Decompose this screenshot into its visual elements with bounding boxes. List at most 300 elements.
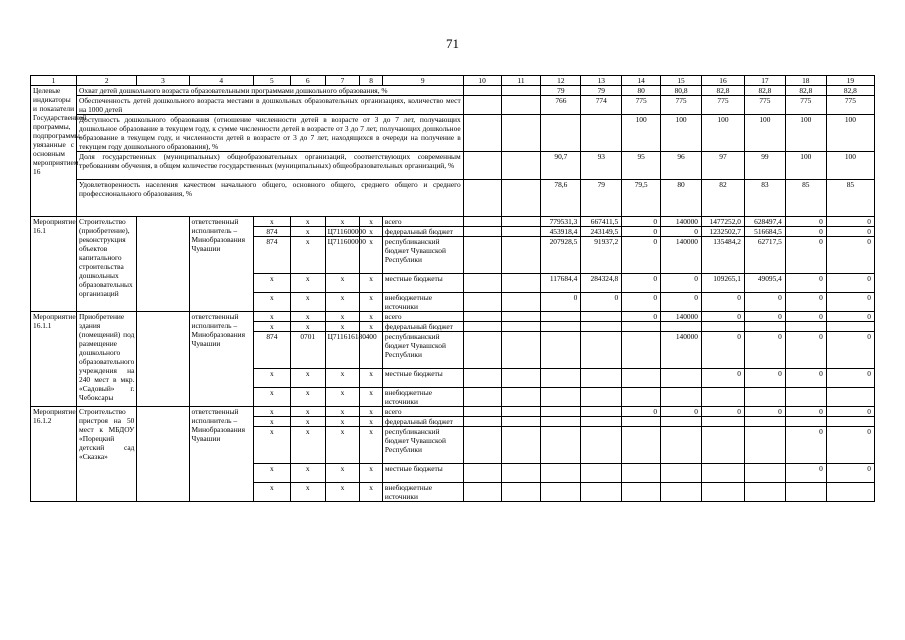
- measure-row: [31, 217, 875, 227]
- indicator-value: 766: [541, 96, 581, 115]
- funding-value: [744, 464, 785, 483]
- column-number: 6: [290, 76, 325, 86]
- funding-value: 0: [744, 369, 785, 388]
- program-table: [30, 75, 875, 502]
- empty-cell: [463, 293, 501, 312]
- funding-value: 117684,4: [541, 274, 581, 293]
- indicator-name: Доступность дошкольного образования (отношение численности детей в возрасте от 3 до 7 лет, получающих дошкольное образование в текущем году, к сумме численности детей в возрасте от 3 до 7 лет, получающих дошкольное образование в текущем году, и численности детей в возрасте от 3 до 7 лет, находящихся в очереди на получение в текущем году дошкольного образования), %: [77, 115, 464, 152]
- empty-cell: [501, 115, 541, 152]
- funding-value: [785, 483, 826, 502]
- indicator-value: 100: [826, 115, 874, 152]
- funding-value: 0: [785, 217, 826, 227]
- expense-type-code: x: [360, 274, 383, 293]
- indicator-name: Обеспеченность детей дошкольного возраста местами в дошкольных образовательных организациях, количество мест на 1000 детей: [77, 96, 464, 115]
- indicator-value: 100: [661, 115, 702, 152]
- funding-value: [744, 427, 785, 464]
- funding-value: 0: [826, 464, 874, 483]
- indicator-row: [31, 96, 875, 115]
- funding-value: 0: [744, 312, 785, 322]
- funding-value: 62717,5: [744, 237, 785, 274]
- funding-value: [622, 388, 661, 407]
- funding-value: 0: [785, 332, 826, 369]
- indicator-value: 79: [581, 86, 622, 96]
- expense-type-code: x: [360, 464, 383, 483]
- funding-value: [826, 388, 874, 407]
- funding-value: [622, 332, 661, 369]
- target-article-code: x: [325, 322, 360, 332]
- expense-type-code: x: [360, 312, 383, 322]
- measure-description: Строительство (приобретение), реконструкция объектов капитального строительства дошкольных образовательных организаций: [77, 217, 137, 312]
- funding-source: республиканский бюджет Чувашской Республики: [382, 237, 463, 274]
- funding-value: [541, 407, 581, 417]
- funding-value: 0: [622, 237, 661, 274]
- funding-source: внебюджетные источники: [382, 483, 463, 502]
- funding-value: [785, 388, 826, 407]
- funding-value: 0: [622, 293, 661, 312]
- expense-type-code: x: [360, 427, 383, 464]
- indicator-row: [31, 115, 875, 152]
- measure-row: [31, 312, 875, 322]
- column-number: 5: [253, 76, 290, 86]
- funding-value: [581, 417, 622, 427]
- funding-value: 0: [702, 293, 745, 312]
- funding-value: 0: [581, 293, 622, 312]
- indicator-name: Доля государственных (муниципальных) общеобразовательных организаций, соответствующих современным требованиям обучения, в общем количестве государственных (муниципальных) общеобразовательных организаций, %: [77, 152, 464, 180]
- funding-value: [581, 407, 622, 417]
- funding-value: 0: [785, 427, 826, 464]
- empty-cell: [463, 217, 501, 227]
- funding-value: 0: [785, 293, 826, 312]
- funding-source: федеральный бюджет: [382, 227, 463, 237]
- funding-value: 667411,5: [581, 217, 622, 227]
- funding-value: [661, 427, 702, 464]
- empty-cell: [501, 312, 541, 322]
- page-number: 71: [446, 36, 459, 51]
- section-code: x: [290, 322, 325, 332]
- indicator-value: 93: [581, 152, 622, 180]
- empty-cell: [463, 464, 501, 483]
- column-number: 4: [189, 76, 253, 86]
- indicator-value: 99: [744, 152, 785, 180]
- column-number: 3: [137, 76, 189, 86]
- column-number: 15: [661, 76, 702, 86]
- funding-value: [785, 322, 826, 332]
- section-code: x: [290, 464, 325, 483]
- expense-type-code: x: [360, 293, 383, 312]
- funding-value: 0: [622, 407, 661, 417]
- grbs-code: 874: [253, 237, 290, 274]
- empty-cell: [137, 407, 189, 502]
- section-code: 0701: [290, 332, 325, 369]
- funding-value: 0: [541, 293, 581, 312]
- indicator-value: 80: [622, 86, 661, 96]
- indicator-value: 79,5: [622, 180, 661, 217]
- indicator-value: 96: [661, 152, 702, 180]
- grbs-code: x: [253, 483, 290, 502]
- indicator-value: 82,8: [826, 86, 874, 96]
- funding-value: 0: [622, 227, 661, 237]
- section-code: x: [290, 483, 325, 502]
- funding-source: федеральный бюджет: [382, 417, 463, 427]
- funding-source: внебюджетные источники: [382, 293, 463, 312]
- funding-value: 0: [702, 332, 745, 369]
- column-number: 19: [826, 76, 874, 86]
- grbs-code: x: [253, 407, 290, 417]
- indicator-value: [581, 115, 622, 152]
- empty-cell: [501, 274, 541, 293]
- target-article-code: x: [325, 407, 360, 417]
- funding-value: [541, 322, 581, 332]
- funding-value: [622, 322, 661, 332]
- empty-cell: [501, 427, 541, 464]
- indicator-value: 82,8: [744, 86, 785, 96]
- funding-value: 135484,2: [702, 237, 745, 274]
- empty-cell: [501, 217, 541, 227]
- funding-source: внебюджетные источники: [382, 388, 463, 407]
- funding-value: 0: [826, 332, 874, 369]
- funding-source: местные бюджеты: [382, 369, 463, 388]
- funding-value: [622, 427, 661, 464]
- funding-value: [541, 417, 581, 427]
- funding-value: 0: [702, 312, 745, 322]
- funding-value: 516684,5: [744, 227, 785, 237]
- funding-value: 0: [622, 274, 661, 293]
- indicator-value: 100: [702, 115, 745, 152]
- empty-cell: [463, 427, 501, 464]
- empty-cell: [463, 388, 501, 407]
- target-article-code: x: [325, 388, 360, 407]
- expense-type-code: x: [360, 407, 383, 417]
- funding-source: федеральный бюджет: [382, 322, 463, 332]
- empty-cell: [501, 332, 541, 369]
- indicator-value: 78,6: [541, 180, 581, 217]
- funding-source: всего: [382, 217, 463, 227]
- measure-title: Мероприятие 16.1.2: [31, 407, 77, 502]
- measure-description: Строительство пристроя на 50 мест к МБДОУ «Порецкий детский сад «Сказка»: [77, 407, 137, 502]
- target-article-code: x: [325, 274, 360, 293]
- funding-value: 0: [702, 369, 745, 388]
- indicator-row: [31, 180, 875, 217]
- expense-type-code: x: [360, 237, 383, 274]
- empty-cell: [463, 180, 501, 217]
- measure-row: [31, 407, 875, 417]
- funding-value: [661, 322, 702, 332]
- column-number: 8: [360, 76, 383, 86]
- grbs-code: 874: [253, 332, 290, 369]
- target-article-code: Ц711616180: [325, 332, 360, 369]
- funding-value: 140000: [661, 332, 702, 369]
- column-number: 16: [702, 76, 745, 86]
- empty-cell: [463, 152, 501, 180]
- funding-source: всего: [382, 312, 463, 322]
- column-number: 2: [77, 76, 137, 86]
- empty-cell: [137, 312, 189, 407]
- column-number: 18: [785, 76, 826, 86]
- empty-cell: [501, 237, 541, 274]
- indicator-value: 775: [661, 96, 702, 115]
- indicator-value: 775: [622, 96, 661, 115]
- grbs-code: x: [253, 388, 290, 407]
- funding-value: 0: [785, 407, 826, 417]
- empty-cell: [501, 483, 541, 502]
- funding-value: [702, 483, 745, 502]
- section-code: x: [290, 417, 325, 427]
- funding-value: [622, 483, 661, 502]
- funding-value: 284324,8: [581, 274, 622, 293]
- funding-value: [661, 464, 702, 483]
- funding-value: 0: [826, 227, 874, 237]
- funding-value: 0: [826, 369, 874, 388]
- target-article-code: Ц711600000: [325, 227, 360, 237]
- expense-type-code: x: [360, 483, 383, 502]
- funding-value: [581, 332, 622, 369]
- expense-type-code: x: [360, 417, 383, 427]
- section-code: x: [290, 274, 325, 293]
- funding-value: 0: [661, 227, 702, 237]
- grbs-code: x: [253, 464, 290, 483]
- funding-value: [785, 417, 826, 427]
- section-code: x: [290, 407, 325, 417]
- expense-type-code: x: [360, 217, 383, 227]
- funding-value: [826, 322, 874, 332]
- funding-value: 0: [702, 407, 745, 417]
- indicator-name: Удовлетворенность населения качеством начального общего, основного общего, среднего общего и среднего профессионального образования, %: [77, 180, 464, 217]
- funding-value: 243149,5: [581, 227, 622, 237]
- funding-value: 0: [622, 312, 661, 322]
- empty-cell: [463, 86, 501, 96]
- expense-type-code: x: [360, 322, 383, 332]
- column-number: 13: [581, 76, 622, 86]
- indicator-value: 775: [744, 96, 785, 115]
- responsible-executor: ответственный исполнитель – Минобразования Чувашии: [189, 312, 253, 407]
- grbs-code: x: [253, 427, 290, 464]
- target-article-code: x: [325, 369, 360, 388]
- funding-value: [581, 388, 622, 407]
- section-code: x: [290, 293, 325, 312]
- empty-cell: [501, 322, 541, 332]
- funding-value: [661, 369, 702, 388]
- indicator-value: 100: [622, 115, 661, 152]
- column-number: 1: [31, 76, 77, 86]
- funding-source: республиканский бюджет Чувашской Республики: [382, 427, 463, 464]
- funding-value: [541, 483, 581, 502]
- funding-value: [744, 388, 785, 407]
- funding-value: [581, 312, 622, 322]
- indicator-value: 100: [785, 115, 826, 152]
- funding-value: [622, 417, 661, 427]
- funding-value: [744, 483, 785, 502]
- empty-cell: [463, 322, 501, 332]
- indicator-value: 95: [622, 152, 661, 180]
- empty-cell: [501, 293, 541, 312]
- funding-value: [826, 483, 874, 502]
- empty-cell: [463, 407, 501, 417]
- indicator-value: 100: [744, 115, 785, 152]
- funding-value: 0: [826, 237, 874, 274]
- header-row: [31, 76, 875, 86]
- funding-value: 207928,5: [541, 237, 581, 274]
- empty-cell: [463, 483, 501, 502]
- expense-type-code: 400: [360, 332, 383, 369]
- funding-value: [541, 464, 581, 483]
- section-code: x: [290, 312, 325, 322]
- indicator-value: [541, 115, 581, 152]
- funding-value: 0: [744, 332, 785, 369]
- funding-value: [702, 427, 745, 464]
- funding-value: 0: [785, 464, 826, 483]
- indicator-value: 79: [541, 86, 581, 96]
- grbs-code: x: [253, 293, 290, 312]
- indicator-value: 775: [785, 96, 826, 115]
- funding-value: 0: [661, 407, 702, 417]
- funding-value: 140000: [661, 237, 702, 274]
- funding-value: [581, 483, 622, 502]
- empty-cell: [501, 388, 541, 407]
- funding-source: местные бюджеты: [382, 274, 463, 293]
- grbs-code: x: [253, 312, 290, 322]
- indicator-value: 80,8: [661, 86, 702, 96]
- funding-source: местные бюджеты: [382, 464, 463, 483]
- empty-cell: [137, 217, 189, 312]
- indicator-name: Охват детей дошкольного возраста образовательными программами дошкольного образования, %: [77, 86, 464, 96]
- expense-type-code: x: [360, 369, 383, 388]
- funding-value: [581, 427, 622, 464]
- funding-value: 140000: [661, 217, 702, 227]
- funding-value: [702, 388, 745, 407]
- funding-value: 91937,2: [581, 237, 622, 274]
- column-number: 14: [622, 76, 661, 86]
- grbs-code: x: [253, 417, 290, 427]
- funding-value: 140000: [661, 312, 702, 322]
- funding-value: [826, 417, 874, 427]
- funding-value: 779531,3: [541, 217, 581, 227]
- funding-value: [541, 388, 581, 407]
- funding-value: 0: [622, 217, 661, 227]
- empty-cell: [463, 227, 501, 237]
- indicator-value: 774: [581, 96, 622, 115]
- indicator-value: 82: [702, 180, 745, 217]
- target-article-code: x: [325, 483, 360, 502]
- indicator-value: 100: [826, 152, 874, 180]
- column-number: 7: [325, 76, 360, 86]
- empty-cell: [463, 274, 501, 293]
- funding-value: [541, 312, 581, 322]
- target-article-code: x: [325, 427, 360, 464]
- funding-value: [541, 427, 581, 464]
- funding-value: [581, 369, 622, 388]
- funding-value: [541, 332, 581, 369]
- funding-value: 0: [744, 407, 785, 417]
- column-number: 17: [744, 76, 785, 86]
- target-article-code: x: [325, 417, 360, 427]
- responsible-executor: ответственный исполнитель – Минобразования Чувашии: [189, 217, 253, 312]
- funding-value: 0: [826, 407, 874, 417]
- empty-cell: [463, 96, 501, 115]
- indicator-value: 80: [661, 180, 702, 217]
- indicator-value: 775: [826, 96, 874, 115]
- funding-value: 453918,4: [541, 227, 581, 237]
- expense-type-code: x: [360, 388, 383, 407]
- funding-value: [744, 322, 785, 332]
- empty-cell: [501, 86, 541, 96]
- funding-value: 0: [744, 293, 785, 312]
- funding-value: [581, 322, 622, 332]
- indicator-value: 775: [702, 96, 745, 115]
- empty-cell: [463, 237, 501, 274]
- funding-source: всего: [382, 407, 463, 417]
- indicator-value: 82,8: [785, 86, 826, 96]
- indicators-label: Целевые индикаторы и показатели Государственной программы, подпрограммы, увязанные с основным мероприятием 16: [31, 86, 77, 217]
- funding-value: [702, 322, 745, 332]
- measure-title: Мероприятие 16.1: [31, 217, 77, 312]
- grbs-code: x: [253, 274, 290, 293]
- funding-value: [581, 464, 622, 483]
- grbs-code: x: [253, 369, 290, 388]
- section-code: x: [290, 388, 325, 407]
- indicator-value: 83: [744, 180, 785, 217]
- funding-value: 109265,1: [702, 274, 745, 293]
- measure-description: Приобретение здания (помещений) под размещение дошкольного образовательного учреждения на 240 мест в мкр. «Садовый» г. Чебоксары: [77, 312, 137, 407]
- target-article-code: Ц711600000: [325, 237, 360, 274]
- target-article-code: x: [325, 293, 360, 312]
- indicator-value: 85: [785, 180, 826, 217]
- funding-value: 0: [826, 427, 874, 464]
- section-code: x: [290, 227, 325, 237]
- indicator-value: 85: [826, 180, 874, 217]
- grbs-code: x: [253, 217, 290, 227]
- funding-value: [622, 464, 661, 483]
- funding-value: 0: [785, 369, 826, 388]
- empty-cell: [501, 180, 541, 217]
- funding-value: [702, 417, 745, 427]
- empty-cell: [501, 417, 541, 427]
- indicator-row: [31, 152, 875, 180]
- target-article-code: x: [325, 217, 360, 227]
- column-number: 9: [382, 76, 463, 86]
- responsible-executor: ответственный исполнитель – Минобразования Чувашии: [189, 407, 253, 502]
- funding-value: 0: [826, 312, 874, 322]
- indicator-value: 90,7: [541, 152, 581, 180]
- measure-title: Мероприятие 16.1.1: [31, 312, 77, 407]
- funding-value: 0: [826, 293, 874, 312]
- empty-cell: [501, 227, 541, 237]
- section-code: x: [290, 427, 325, 464]
- funding-value: [702, 464, 745, 483]
- empty-cell: [501, 152, 541, 180]
- funding-value: 0: [826, 274, 874, 293]
- funding-value: 0: [785, 312, 826, 322]
- empty-cell: [501, 369, 541, 388]
- empty-cell: [501, 464, 541, 483]
- empty-cell: [463, 332, 501, 369]
- column-number: 12: [541, 76, 581, 86]
- funding-value: [744, 417, 785, 427]
- indicator-value: 79: [581, 180, 622, 217]
- funding-value: 0: [661, 293, 702, 312]
- funding-value: 1477252,0: [702, 217, 745, 227]
- empty-cell: [501, 407, 541, 417]
- funding-value: 628497,4: [744, 217, 785, 227]
- target-article-code: x: [325, 464, 360, 483]
- funding-value: [661, 483, 702, 502]
- grbs-code: x: [253, 322, 290, 332]
- funding-value: 0: [785, 237, 826, 274]
- indicator-value: 82,8: [702, 86, 745, 96]
- funding-value: [622, 369, 661, 388]
- empty-cell: [463, 369, 501, 388]
- column-number: 10: [463, 76, 501, 86]
- section-code: x: [290, 237, 325, 274]
